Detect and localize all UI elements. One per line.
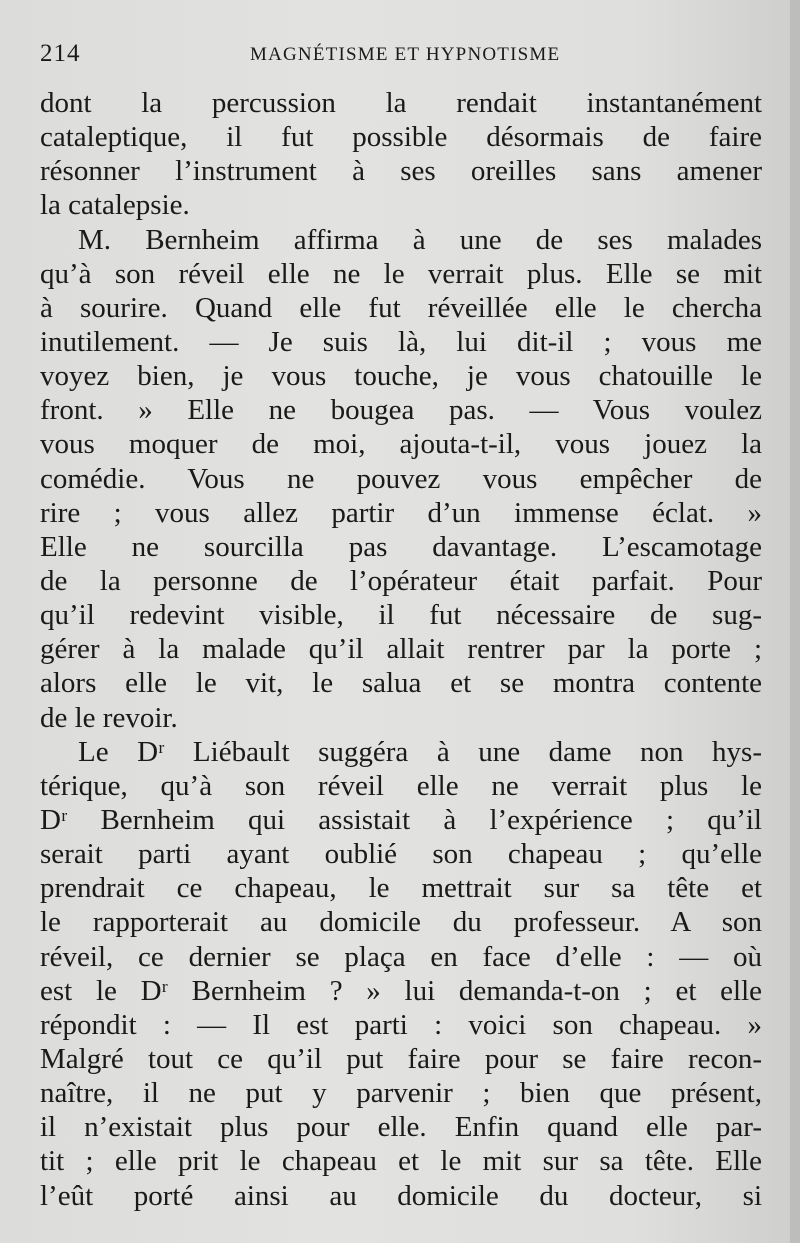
text-line: à sourire. Quand elle fut réveillée elle le chercha: [40, 291, 762, 324]
text-line: résonner l’instrument à ses oreilles sans amener: [40, 155, 762, 188]
text-line: la catalepsie.: [40, 189, 190, 222]
text-line: térique, qu’à son réveil elle ne verrait plus le: [40, 769, 762, 802]
page-edge-shadow: [790, 0, 800, 1243]
text-line: gérer à la malade qu’il allait rentrer par la porte ;: [40, 633, 762, 666]
text-line: alors elle le vit, le salua et se montra contente: [40, 667, 762, 700]
text-line: serait parti ayant oublié son chapeau ; qu’elle: [40, 838, 762, 871]
text-line: il n’existait plus pour elle. Enfin quand elle par-: [40, 1111, 762, 1144]
text-line: qu’à son réveil elle ne le verrait plus. Elle se mit: [40, 257, 762, 290]
body-text: [40, 86, 762, 1213]
text-line: comédie. Vous ne pouvez vous empêcher de: [40, 462, 762, 495]
running-title: MAGNÉTISME ET HYPNOTISME: [250, 44, 561, 65]
text-line: répondit : — Il est parti : voici son chapeau. »: [40, 1008, 762, 1041]
text-line: tit ; elle prit le chapeau et le mit sur sa tête. Elle: [40, 1145, 762, 1178]
page-header: [40, 40, 760, 70]
text-line: qu’il redevint visible, il fut nécessaire de sug-: [40, 599, 762, 632]
text-line: prendrait ce chapeau, le mettrait sur sa tête et: [40, 872, 762, 905]
text-line: inutilement. — Je suis là, lui dit-il ; vous me: [40, 325, 762, 358]
text-line: l’eût porté ainsi au domicile du docteur, si: [40, 1179, 762, 1212]
text-line: dont la percussion la rendait instantanément: [40, 87, 762, 119]
text-line: naître, il ne put y parvenir ; bien que présent,: [40, 1077, 762, 1110]
text-line: Dʳ Bernheim qui assistait à l’expérience ; qu’il: [40, 803, 762, 836]
text-line: Elle ne sourcilla pas davantage. L’escamotage: [40, 530, 762, 563]
text-line: est le Dʳ Bernheim ? » lui demanda-t-on ; et elle: [40, 974, 762, 1007]
page-number: 214: [40, 40, 81, 67]
text-line: rire ; vous allez partir d’un immense éclat. »: [40, 496, 762, 529]
text-line: voyez bien, je vous touche, je vous chatouille le: [40, 360, 762, 393]
text-line: le rapporterait au domicile du professeur. A son: [40, 906, 762, 939]
text-line: M. Bernheim affirma à une de ses malades: [78, 223, 762, 256]
text-line: Malgré tout ce qu’il put faire pour se faire recon-: [40, 1042, 762, 1075]
text-line: de la personne de l’opérateur était parfait. Pour: [40, 564, 762, 597]
text-line: Le Dʳ Liébault suggéra à une dame non hys-: [78, 735, 762, 768]
text-line: vous moquer de moi, ajouta-t-il, vous jouez la: [40, 428, 762, 461]
text-line: réveil, ce dernier se plaça en face d’elle : — où: [40, 940, 762, 973]
text-line: front. » Elle ne bougea pas. — Vous voulez: [40, 394, 762, 427]
text-line: de le revoir.: [40, 701, 178, 734]
text-line: cataleptique, il fut possible désormais de faire: [40, 121, 762, 154]
